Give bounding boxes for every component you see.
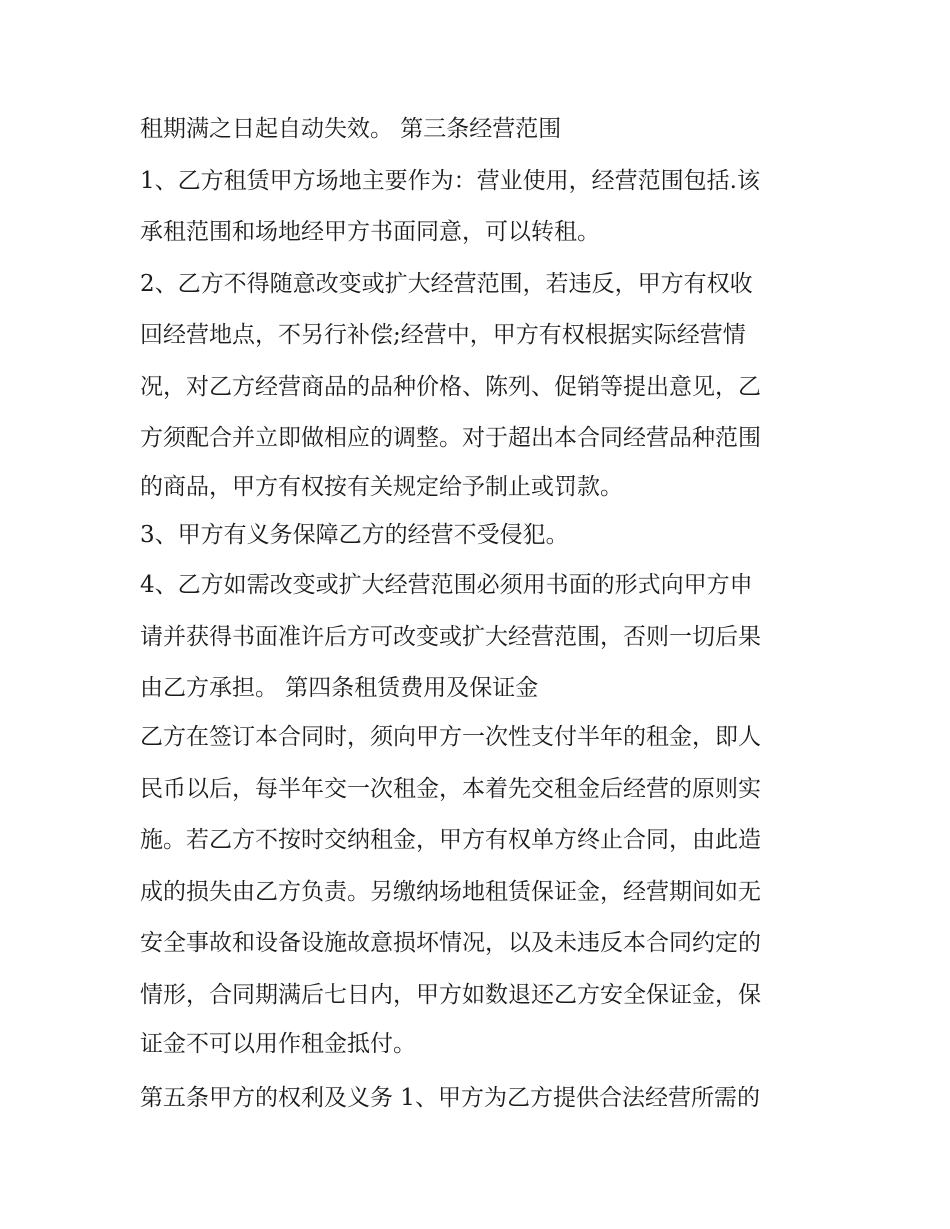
text-line: 民币以后，每半年交一次租金，本着先交租金后经营的原则实 (140, 776, 761, 802)
text-line: 租期满之日起自动失效。 第三条经营范围 (140, 116, 562, 142)
text-line: 方须配合并立即做相应的调整。对于超出本合同经营品种范围 (140, 425, 761, 451)
text-line: 乙方在签订本合同时，须向甲方一次性支付半年的租金，即人 (140, 724, 761, 750)
text-line: 由乙方承担。 第四条租赁费用及保证金 (140, 675, 539, 701)
text-line: 3、甲方有义务保障乙方的经营不受侵犯。 (140, 522, 569, 548)
text-line: 况，对乙方经营商品的品种价格、陈列、促销等提出意见，乙 (140, 374, 761, 400)
text-line: 2、乙方不得随意改变或扩大经营范围，若违反，甲方有权收 (140, 271, 753, 297)
text-line: 证金不可以用作租金抵付。 (140, 1031, 416, 1057)
text-line: 回经营地点，不另行补偿;经营中，甲方有权根据实际经营情 (140, 322, 746, 348)
text-line: 的商品，甲方有权按有关规定给予制止或罚款。 (140, 474, 623, 500)
text-line: 安全事故和设备设施故意损坏情况，以及未违反本合同约定的 (140, 930, 761, 956)
text-line: 情形，合同期满后七日内，甲方如数退还乙方安全保证金，保 (140, 982, 761, 1008)
text-line: 4、乙方如需改变或扩大经营范围必须用书面的形式向甲方申 (140, 572, 753, 598)
text-line: 请并获得书面准许后方可改变或扩大经营范围，否则一切后果 (140, 624, 761, 650)
text-line: 承租范围和场地经甲方书面同意，可以转租。 (140, 219, 600, 245)
text-line: 施。若乙方不按时交纳租金，甲方有权单方终止合同，由此造 (140, 827, 761, 853)
text-line: 1、乙方租赁甲方场地主要作为：营业使用，经营范围包括.该 (140, 168, 760, 194)
text-line: 成的损失由乙方负责。另缴纳场地租赁保证金，经营期间如无 (140, 879, 761, 905)
text-line: 第五条甲方的权利及义务 1、甲方为乙方提供合法经营所需的 (140, 1085, 760, 1111)
